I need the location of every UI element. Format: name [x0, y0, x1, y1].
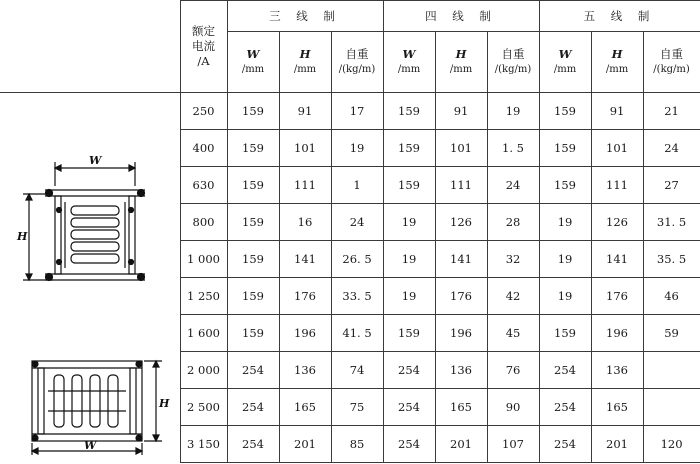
header-row-groups	[0, 1, 700, 32]
table-cell: 254	[227, 352, 279, 389]
w-header	[227, 32, 279, 93]
rated-current-line2: 电流	[192, 39, 215, 53]
table-cell: 111	[435, 167, 487, 204]
weight-label: 自重	[501, 47, 525, 61]
table-cell: 27	[643, 167, 700, 204]
mm-unit: /mm	[449, 64, 473, 75]
table-cell: 159	[539, 167, 591, 204]
table-cell: 91	[435, 93, 487, 130]
rated-current-cell: 2 500	[180, 389, 227, 426]
table-cell: 159	[227, 278, 279, 315]
weight-unit: /(kg/m)	[494, 64, 532, 75]
table-cell: 159	[227, 241, 279, 278]
table-row	[0, 93, 700, 130]
table-cell: 159	[539, 130, 591, 167]
table-cell: 24	[643, 130, 700, 167]
table-cell: 165	[279, 389, 331, 426]
table-cell: 159	[383, 315, 435, 352]
table-cell: 111	[591, 167, 643, 204]
table-cell: 1. 5	[487, 130, 539, 167]
corner-cell	[0, 1, 180, 93]
table-cell: 254	[383, 426, 435, 463]
rated-current-cell: 1 000	[180, 241, 227, 278]
table-cell: 254	[539, 352, 591, 389]
h-header	[279, 32, 331, 93]
table-cell: 45	[487, 315, 539, 352]
table-cell: 141	[435, 241, 487, 278]
rated-current-line1: 额定	[192, 24, 215, 38]
rated-current-header	[180, 1, 227, 93]
table-cell: 101	[435, 130, 487, 167]
mm-unit: /mm	[293, 64, 317, 75]
table-cell: 74	[331, 352, 383, 389]
table-cell: 31. 5	[643, 204, 700, 241]
weight-unit: /(kg/m)	[653, 64, 690, 75]
w-label: W	[246, 47, 260, 61]
table-cell: 201	[435, 426, 487, 463]
group-header-four-wire: 四 线 制	[383, 1, 539, 32]
table-cell: 176	[279, 278, 331, 315]
table-cell: 33. 5	[331, 278, 383, 315]
table-cell: 176	[591, 278, 643, 315]
table-cell: 41. 5	[331, 315, 383, 352]
rated-current-cell: 630	[180, 167, 227, 204]
table-cell: 90	[487, 389, 539, 426]
table-cell: 21	[643, 93, 700, 130]
table-cell: 75	[331, 389, 383, 426]
h-header	[591, 32, 643, 93]
table-cell: 159	[227, 130, 279, 167]
table-cell: 19	[383, 241, 435, 278]
table-cell: 35. 5	[643, 241, 700, 278]
table-cell: 159	[539, 93, 591, 130]
w-label: W	[402, 47, 416, 61]
table-cell: 196	[435, 315, 487, 352]
table-cell: 16	[279, 204, 331, 241]
table-cell: 126	[591, 204, 643, 241]
table-cell: 165	[435, 389, 487, 426]
table-cell	[643, 389, 700, 426]
mm-unit: /mm	[241, 64, 265, 75]
rated-current-cell: 800	[180, 204, 227, 241]
weight-header	[331, 32, 383, 93]
table-cell: 159	[227, 93, 279, 130]
table-cell: 76	[487, 352, 539, 389]
h-label: H	[299, 47, 311, 61]
table-cell: 254	[539, 389, 591, 426]
table-cell: 19	[487, 93, 539, 130]
ventilated-busway-drawing-cell	[0, 352, 180, 463]
table-cell: 19	[539, 204, 591, 241]
table-cell: 136	[435, 352, 487, 389]
table-cell: 101	[279, 130, 331, 167]
table-cell: 85	[331, 426, 383, 463]
width-dimension-label: W	[88, 154, 102, 168]
table-cell: 159	[227, 315, 279, 352]
weight-header	[643, 32, 700, 93]
table-cell	[643, 352, 700, 389]
table-cell: 101	[591, 130, 643, 167]
table-cell: 107	[487, 426, 539, 463]
rated-current-cell: 2 000	[180, 352, 227, 389]
table-cell: 19	[383, 278, 435, 315]
weight-label: 自重	[345, 47, 369, 61]
rated-current-cell: 400	[180, 130, 227, 167]
table-cell: 141	[279, 241, 331, 278]
rated-current-cell: 3 150	[180, 426, 227, 463]
rated-current-unit: /A	[197, 54, 210, 68]
height-dimension-label: H	[158, 397, 170, 410]
table-cell: 91	[591, 93, 643, 130]
table-cell: 196	[279, 315, 331, 352]
table-cell: 19	[331, 130, 383, 167]
weight-label: 自重	[660, 47, 684, 61]
table-cell: 120	[643, 426, 700, 463]
rated-current-cell: 250	[180, 93, 227, 130]
w-header	[539, 32, 591, 93]
table-cell: 19	[383, 204, 435, 241]
table-cell: 136	[279, 352, 331, 389]
table-cell: 159	[383, 130, 435, 167]
w-header	[383, 32, 435, 93]
table-cell: 254	[227, 426, 279, 463]
table-cell: 176	[435, 278, 487, 315]
rated-current-cell: 1 250	[180, 278, 227, 315]
table-cell: 159	[227, 167, 279, 204]
weight-unit: /(kg/m)	[338, 64, 376, 75]
table-cell: 26. 5	[331, 241, 383, 278]
h-label: H	[455, 47, 467, 61]
table-cell: 46	[643, 278, 700, 315]
table-cell: 1	[331, 167, 383, 204]
table-cell: 32	[487, 241, 539, 278]
h-label: H	[611, 47, 623, 61]
table-cell: 159	[227, 204, 279, 241]
table-cell: 136	[591, 352, 643, 389]
height-dimension-label: H	[16, 230, 28, 244]
table-cell: 19	[539, 278, 591, 315]
table-cell: 42	[487, 278, 539, 315]
table-row	[0, 352, 700, 389]
enclosed-busway-section-drawing	[15, 152, 165, 292]
table-cell: 141	[591, 241, 643, 278]
table-cell: 165	[591, 389, 643, 426]
weight-header	[487, 32, 539, 93]
h-header	[435, 32, 487, 93]
table-cell: 201	[591, 426, 643, 463]
group-header-five-wire: 五 线 制	[539, 1, 700, 32]
table-cell: 159	[539, 315, 591, 352]
rated-current-cell: 1 600	[180, 315, 227, 352]
table-cell: 17	[331, 93, 383, 130]
table-cell: 201	[279, 426, 331, 463]
table-cell: 24	[331, 204, 383, 241]
table-cell: 111	[279, 167, 331, 204]
table-cell: 254	[383, 352, 435, 389]
table-cell: 126	[435, 204, 487, 241]
table-cell: 254	[227, 389, 279, 426]
table-cell: 19	[539, 241, 591, 278]
mm-unit: /mm	[605, 64, 629, 75]
mm-unit: /mm	[397, 64, 421, 75]
ventilated-busway-section-drawing	[10, 355, 170, 459]
mm-unit: /mm	[553, 64, 577, 75]
enclosed-busway-drawing-cell	[0, 93, 180, 352]
table-cell: 159	[383, 93, 435, 130]
table-cell: 196	[591, 315, 643, 352]
w-label: W	[558, 47, 572, 61]
width-dimension-label: W	[83, 439, 97, 452]
table-cell: 59	[643, 315, 700, 352]
table-cell: 159	[383, 167, 435, 204]
table-cell: 254	[383, 389, 435, 426]
table-cell: 24	[487, 167, 539, 204]
table-cell: 91	[279, 93, 331, 130]
table-cell: 28	[487, 204, 539, 241]
group-header-three-wire: 三 线 制	[227, 1, 383, 32]
table-cell: 254	[539, 426, 591, 463]
